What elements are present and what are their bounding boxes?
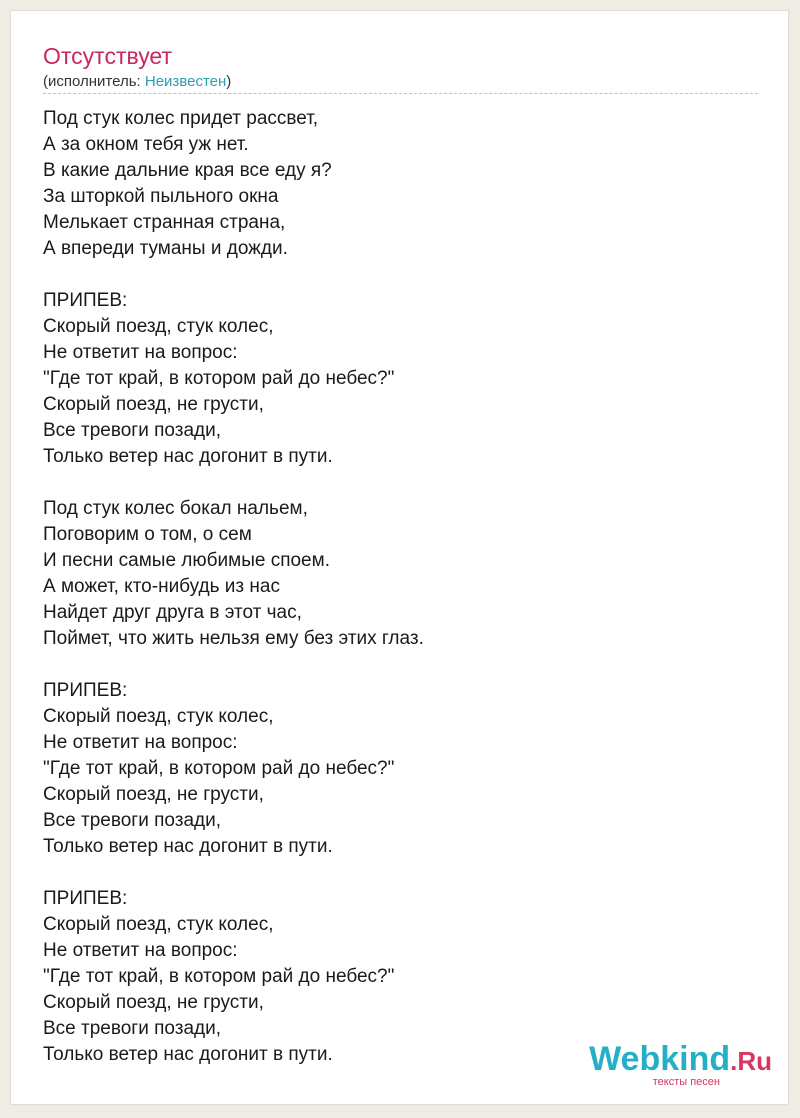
lyric-line: Скорый поезд, не грусти, xyxy=(43,992,264,1013)
song-title: Отсутствует xyxy=(43,43,172,69)
lyric-line: "Где тот край, в котором рай до небес?" xyxy=(43,966,395,987)
stanza xyxy=(43,496,758,652)
lyric-line: Под стук колес придет рассвет, xyxy=(43,108,319,129)
lyric-line: Скорый поезд, не грусти, xyxy=(43,784,264,805)
lyric-line: Найдет друг друга в этот час, xyxy=(43,602,302,623)
lyric-line: "Где тот край, в котором рай до небес?" xyxy=(43,758,395,779)
lyric-line: ПРИПЕВ: xyxy=(43,290,128,311)
artist-link[interactable]: Неизвестен xyxy=(144,73,227,90)
lyric-line: Поговорим о том, о сем xyxy=(43,524,252,545)
lyric-line: Поймет, что жить нельзя ему без этих глаз. xyxy=(43,628,424,649)
lyric-line: Все тревоги позади, xyxy=(43,420,222,441)
logo-tld: .Ru xyxy=(730,1046,772,1076)
lyric-line: ПРИПЕВ: xyxy=(43,680,128,701)
song-header xyxy=(43,42,758,92)
lyric-line: А впереди туманы и дожди. xyxy=(43,238,288,259)
lyric-line: Скорый поезд, стук колес, xyxy=(43,914,274,935)
lyric-line: В какие дальние края все еду я? xyxy=(43,160,332,181)
stanza xyxy=(43,288,758,470)
lyric-line: Скорый поезд, стук колес, xyxy=(43,706,274,727)
logo-name: Webkind xyxy=(589,1040,731,1078)
lyric-line: Скорый поезд, не грусти, xyxy=(43,394,264,415)
artist-suffix: ) xyxy=(226,73,232,90)
artist-prefix: (исполнитель: xyxy=(43,73,145,90)
lyric-line: Не ответит на вопрос: xyxy=(43,342,238,363)
lyric-line: А может, кто-нибудь из нас xyxy=(43,576,280,597)
lyrics-page xyxy=(10,10,789,1105)
logo-tagline: тексты песен xyxy=(652,1076,720,1088)
site-logo[interactable] xyxy=(572,1040,772,1090)
lyric-line: И песни самые любимые споем. xyxy=(43,550,330,571)
lyric-line: А за окном тебя уж нет. xyxy=(43,134,249,155)
lyric-line: Под стук колес бокал нальем, xyxy=(43,498,308,519)
header-divider xyxy=(43,93,758,94)
lyric-line: Только ветер нас догонит в пути. xyxy=(43,836,333,857)
lyrics-text xyxy=(43,106,758,1094)
stanza xyxy=(43,106,758,262)
lyric-line: Не ответит на вопрос: xyxy=(43,940,238,961)
lyric-line: Не ответит на вопрос: xyxy=(43,732,238,753)
lyric-line: Все тревоги позади, xyxy=(43,810,222,831)
logo-wordmark xyxy=(572,1040,772,1080)
lyric-line: Все тревоги позади, xyxy=(43,1018,222,1039)
lyric-line: За шторкой пыльного окна xyxy=(43,186,279,207)
lyric-line: Только ветер нас догонит в пути. xyxy=(43,446,333,467)
lyric-line: "Где тот край, в котором рай до небес?" xyxy=(43,368,395,389)
stanza xyxy=(43,678,758,860)
artist-line xyxy=(43,72,758,92)
lyric-line: Скорый поезд, стук колес, xyxy=(43,316,274,337)
lyric-line: Мелькает странная страна, xyxy=(43,212,286,233)
lyric-line: ПРИПЕВ: xyxy=(43,888,128,909)
lyric-line: Только ветер нас догонит в пути. xyxy=(43,1044,333,1065)
